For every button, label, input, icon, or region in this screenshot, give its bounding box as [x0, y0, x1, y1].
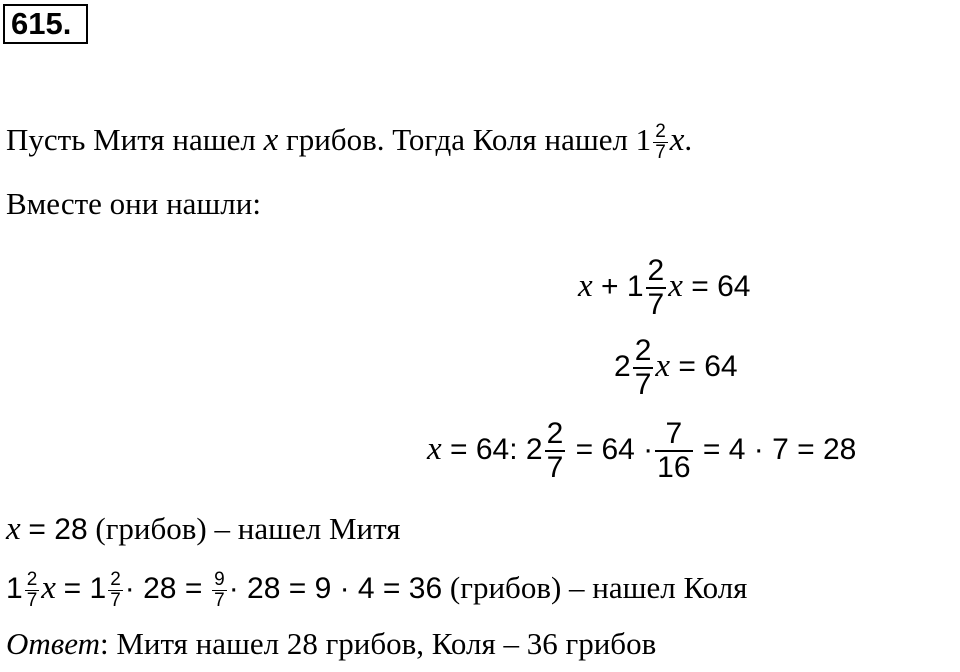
fraction-num: 2 — [655, 121, 666, 143]
equation-3 — [427, 418, 856, 484]
fraction-den: 7 — [214, 590, 225, 612]
variable-x: x — [669, 122, 685, 158]
res2-part-3: · 28 = 9 · 4 = 36 — [228, 572, 443, 605]
fraction — [653, 122, 668, 163]
result-line-1 — [6, 511, 401, 548]
variable-x: x — [41, 570, 56, 606]
eq2-right: = 64 — [678, 349, 738, 383]
fraction-num: 7 — [665, 417, 683, 450]
eq2-lead: 2 — [614, 349, 631, 383]
result-line-2 — [6, 570, 747, 611]
fraction-den: 7 — [110, 590, 121, 612]
answer-text: : Митя нашел 28 грибов, Коля – 36 грибов — [99, 626, 657, 661]
fraction-den: 7 — [655, 142, 666, 164]
equation-2 — [614, 335, 738, 401]
fraction-den: 7 — [546, 451, 564, 484]
intro-line-1 — [6, 122, 692, 163]
fraction-num: 2 — [110, 569, 121, 591]
fraction — [655, 418, 692, 484]
fraction-den: 7 — [26, 590, 38, 612]
answer-line — [6, 626, 656, 662]
eq1-left: + 1 — [601, 269, 644, 303]
eq3-part-b: = 64 · — [575, 432, 654, 466]
variable-x: x — [668, 267, 683, 304]
variable-x: x — [427, 430, 442, 467]
res2-text: (грибов) – нашел Коля — [442, 570, 748, 605]
variable-x: x — [263, 122, 279, 158]
fraction — [25, 570, 40, 611]
fraction-den: 16 — [657, 451, 691, 484]
fraction-den: 7 — [634, 368, 652, 401]
eq1-right: = 64 — [691, 269, 751, 303]
res1-text: (грибов) – нашел Митя — [87, 511, 401, 546]
fraction — [646, 255, 667, 321]
eq3-part-c: = 4 · 7 = 28 — [702, 432, 857, 466]
res2-whole: 1 — [6, 572, 23, 605]
variable-x: x — [6, 511, 21, 547]
intro-end: . — [684, 122, 693, 157]
res2-part-2: · 28 = — [124, 572, 203, 605]
problem-number: 615. — [3, 4, 88, 44]
equation-1 — [578, 255, 750, 321]
fraction-num: 2 — [647, 254, 665, 287]
intro-text-2: грибов. Тогда Коля нашел 1 — [278, 122, 652, 157]
fraction — [212, 570, 227, 611]
fraction — [545, 418, 566, 484]
variable-x: x — [655, 347, 671, 384]
fraction-num: 2 — [634, 334, 652, 367]
fraction — [633, 335, 654, 401]
fraction-num: 9 — [214, 569, 225, 591]
fraction-num: 2 — [546, 417, 564, 450]
fraction-num: 2 — [26, 569, 38, 591]
intro-text-1: Пусть Митя нашел — [6, 122, 264, 157]
fraction-den: 7 — [647, 288, 665, 321]
answer-label: Ответ — [6, 626, 100, 661]
res2-part-1: = 1 — [63, 572, 107, 605]
variable-x: x — [578, 267, 593, 304]
fraction — [108, 570, 123, 611]
eq3-part-a: = 64: 2 — [450, 432, 543, 466]
intro-line-2: Вместе они нашли: — [6, 186, 261, 221]
res1-value: = 28 — [28, 513, 88, 546]
